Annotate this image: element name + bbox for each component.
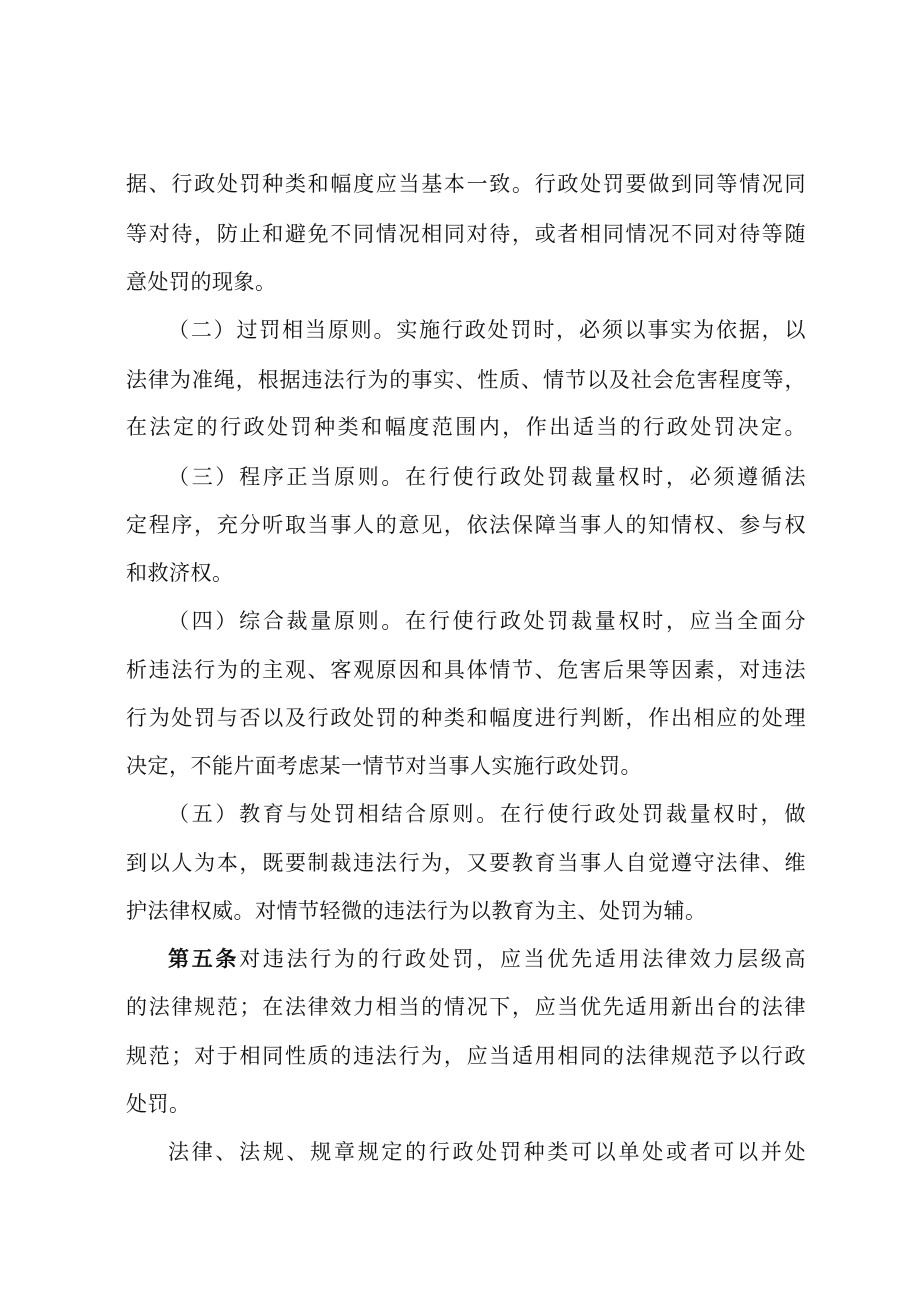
article-label: 第五条: [168, 947, 240, 971]
paragraph-5-line-1: （五）教育与处罚相结合原则。在行使行政处罚裁量权时，做: [168, 802, 806, 826]
article-5-line-3: 规范；对于相同性质的违法行为，应当适用相同的法律规范予以行政: [126, 1044, 806, 1068]
paragraph-1-line-2: 等对待，防止和避免不同情况相同对待，或者相同情况不同对待等随: [126, 222, 806, 246]
article-5-line-1-text: 对违法行为的行政处罚，应当优先适用法律效力层级高: [239, 947, 807, 971]
paragraph-5-line-3: 护法律权威。对情节轻微的违法行为以教育为主、处罚为辅。: [126, 899, 707, 923]
article-5-line-4: 处罚。: [126, 1092, 191, 1116]
paragraph-4-line-2: 析违法行为的主观、客观原因和具体情节、危害后果等因素，对违法: [126, 658, 806, 682]
paragraph-1-line-1: 据、行政处罚种类和幅度应当基本一致。行政处罚要做到同等情况同: [126, 172, 806, 196]
paragraph-4-line-3: 行为处罚与否以及行政处罚的种类和幅度进行判断，作出相应的处理: [126, 706, 806, 730]
paragraph-1-line-3: 意处罚的现象。: [126, 270, 277, 294]
paragraph-5-line-2: 到以人为本，既要制裁违法行为，又要教育当事人自觉遵守法律、维: [126, 851, 806, 875]
article-5-line-1: [168, 941, 806, 977]
paragraph-2-line-3: 在法定的行政处罚种类和幅度范围内，作出适当的行政处罚决定。: [126, 415, 806, 439]
paragraph-4-line-1: （四）综合裁量原则。在行使行政处罚裁量权时，应当全面分: [168, 609, 806, 633]
article-5-line-2: 的法律规范；在法律效力相当的情况下，应当优先适用新出台的法律: [126, 995, 806, 1019]
paragraph-3-line-2: 定程序，充分听取当事人的意见，依法保障当事人的知情权、参与权: [126, 513, 806, 537]
paragraph-3-line-1: （三）程序正当原则。在行使行政处罚裁量权时，必须遵循法: [168, 465, 806, 489]
paragraph-3-line-3: 和救济权。: [126, 561, 234, 585]
paragraph-7-line-1: 法律、法规、规章规定的行政处罚种类可以单处或者可以并处: [168, 1140, 806, 1164]
paragraph-2-line-2: 法律为准绳，根据违法行为的事实、性质、情节以及社会危害程度等，: [126, 368, 806, 392]
paragraph-4-line-4: 决定，不能片面考虑某一情节对当事人实施行政处罚。: [126, 754, 642, 778]
paragraph-2-line-1: （二）过罚相当原则。实施行政处罚时，必须以事实为依据，以: [168, 318, 806, 342]
